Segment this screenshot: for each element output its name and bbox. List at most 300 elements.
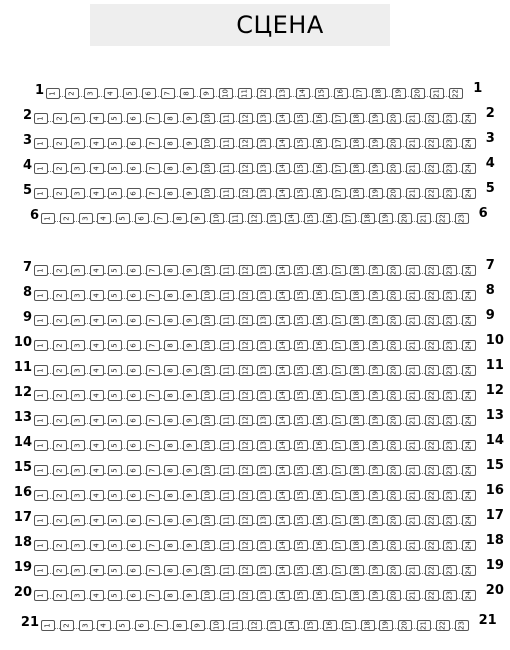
seat[interactable] bbox=[313, 565, 327, 576]
seat[interactable] bbox=[71, 515, 85, 526]
seat[interactable] bbox=[71, 465, 85, 476]
seat[interactable] bbox=[183, 390, 197, 401]
seat[interactable] bbox=[127, 365, 141, 376]
seat[interactable] bbox=[406, 113, 420, 124]
seat[interactable] bbox=[90, 113, 104, 124]
seat[interactable] bbox=[183, 540, 197, 551]
seat[interactable] bbox=[332, 415, 346, 426]
seat[interactable] bbox=[201, 415, 215, 426]
seat[interactable] bbox=[313, 163, 327, 174]
seat[interactable] bbox=[276, 163, 290, 174]
seat[interactable] bbox=[449, 88, 463, 99]
seat[interactable] bbox=[417, 620, 431, 631]
seat[interactable] bbox=[436, 620, 450, 631]
seat[interactable] bbox=[146, 390, 160, 401]
seat[interactable] bbox=[239, 188, 253, 199]
seat[interactable] bbox=[443, 565, 457, 576]
seat[interactable] bbox=[361, 213, 375, 224]
seat[interactable] bbox=[443, 440, 457, 451]
seat[interactable] bbox=[332, 340, 346, 351]
seat[interactable] bbox=[257, 540, 271, 551]
seat[interactable] bbox=[90, 138, 104, 149]
seat[interactable] bbox=[406, 540, 420, 551]
seat[interactable] bbox=[462, 440, 476, 451]
seat[interactable] bbox=[71, 440, 85, 451]
seat[interactable] bbox=[294, 315, 308, 326]
seat[interactable] bbox=[108, 440, 122, 451]
seat[interactable] bbox=[90, 440, 104, 451]
seat[interactable] bbox=[191, 620, 205, 631]
seat[interactable] bbox=[164, 515, 178, 526]
seat[interactable] bbox=[462, 415, 476, 426]
seat[interactable] bbox=[108, 465, 122, 476]
seat[interactable] bbox=[108, 365, 122, 376]
seat[interactable] bbox=[332, 490, 346, 501]
seat[interactable] bbox=[443, 113, 457, 124]
seat[interactable] bbox=[183, 365, 197, 376]
seat[interactable] bbox=[71, 315, 85, 326]
seat[interactable] bbox=[239, 465, 253, 476]
seat[interactable] bbox=[294, 390, 308, 401]
seat[interactable] bbox=[34, 440, 48, 451]
seat[interactable] bbox=[443, 540, 457, 551]
seat[interactable] bbox=[79, 620, 93, 631]
seat[interactable] bbox=[183, 138, 197, 149]
seat[interactable] bbox=[443, 265, 457, 276]
seat[interactable] bbox=[71, 565, 85, 576]
seat[interactable] bbox=[71, 415, 85, 426]
seat[interactable] bbox=[34, 340, 48, 351]
seat[interactable] bbox=[406, 315, 420, 326]
seat[interactable] bbox=[201, 440, 215, 451]
seat[interactable] bbox=[97, 620, 111, 631]
seat[interactable] bbox=[90, 163, 104, 174]
seat[interactable] bbox=[323, 620, 337, 631]
seat[interactable] bbox=[294, 340, 308, 351]
seat[interactable] bbox=[387, 565, 401, 576]
seat[interactable] bbox=[257, 315, 271, 326]
seat[interactable] bbox=[34, 113, 48, 124]
seat[interactable] bbox=[220, 565, 234, 576]
seat[interactable] bbox=[332, 365, 346, 376]
seat[interactable] bbox=[369, 490, 383, 501]
seat[interactable] bbox=[425, 138, 439, 149]
seat[interactable] bbox=[313, 113, 327, 124]
seat[interactable] bbox=[369, 590, 383, 601]
seat[interactable] bbox=[123, 88, 137, 99]
seat[interactable] bbox=[183, 590, 197, 601]
seat[interactable] bbox=[350, 138, 364, 149]
seat[interactable] bbox=[369, 440, 383, 451]
seat[interactable] bbox=[462, 490, 476, 501]
seat[interactable] bbox=[108, 415, 122, 426]
seat[interactable] bbox=[350, 565, 364, 576]
seat[interactable] bbox=[406, 265, 420, 276]
seat[interactable] bbox=[276, 415, 290, 426]
seat[interactable] bbox=[313, 390, 327, 401]
seat[interactable] bbox=[108, 163, 122, 174]
seat[interactable] bbox=[84, 88, 98, 99]
seat[interactable] bbox=[462, 390, 476, 401]
seat[interactable] bbox=[53, 490, 67, 501]
seat[interactable] bbox=[462, 138, 476, 149]
seat[interactable] bbox=[257, 163, 271, 174]
seat[interactable] bbox=[108, 515, 122, 526]
seat[interactable] bbox=[276, 590, 290, 601]
seat[interactable] bbox=[65, 88, 79, 99]
seat[interactable] bbox=[406, 440, 420, 451]
seat[interactable] bbox=[387, 188, 401, 199]
seat[interactable] bbox=[350, 290, 364, 301]
seat[interactable] bbox=[387, 390, 401, 401]
seat[interactable] bbox=[79, 213, 93, 224]
seat[interactable] bbox=[379, 620, 393, 631]
seat[interactable] bbox=[220, 290, 234, 301]
seat[interactable] bbox=[164, 590, 178, 601]
seat[interactable] bbox=[34, 415, 48, 426]
seat[interactable] bbox=[332, 515, 346, 526]
seat[interactable] bbox=[220, 490, 234, 501]
seat[interactable] bbox=[443, 465, 457, 476]
seat[interactable] bbox=[276, 540, 290, 551]
seat[interactable] bbox=[127, 265, 141, 276]
seat[interactable] bbox=[60, 620, 74, 631]
seat[interactable] bbox=[146, 415, 160, 426]
seat[interactable] bbox=[313, 315, 327, 326]
seat[interactable] bbox=[372, 88, 386, 99]
seat[interactable] bbox=[201, 365, 215, 376]
seat[interactable] bbox=[462, 465, 476, 476]
seat[interactable] bbox=[406, 415, 420, 426]
seat[interactable] bbox=[276, 315, 290, 326]
seat[interactable] bbox=[60, 213, 74, 224]
seat[interactable] bbox=[154, 620, 168, 631]
seat[interactable] bbox=[127, 188, 141, 199]
seat[interactable] bbox=[201, 163, 215, 174]
seat[interactable] bbox=[108, 490, 122, 501]
seat[interactable] bbox=[127, 490, 141, 501]
seat[interactable] bbox=[239, 440, 253, 451]
seat[interactable] bbox=[276, 113, 290, 124]
seat[interactable] bbox=[369, 290, 383, 301]
seat[interactable] bbox=[239, 515, 253, 526]
seat[interactable] bbox=[239, 138, 253, 149]
seat[interactable] bbox=[108, 113, 122, 124]
seat[interactable] bbox=[220, 515, 234, 526]
seat[interactable] bbox=[183, 188, 197, 199]
seat[interactable] bbox=[164, 315, 178, 326]
seat[interactable] bbox=[183, 315, 197, 326]
seat[interactable] bbox=[443, 138, 457, 149]
seat[interactable] bbox=[127, 315, 141, 326]
seat[interactable] bbox=[183, 290, 197, 301]
seat[interactable] bbox=[220, 113, 234, 124]
seat[interactable] bbox=[387, 163, 401, 174]
seat[interactable] bbox=[161, 88, 175, 99]
seat[interactable] bbox=[71, 365, 85, 376]
seat[interactable] bbox=[276, 565, 290, 576]
seat[interactable] bbox=[201, 188, 215, 199]
seat[interactable] bbox=[425, 415, 439, 426]
seat[interactable] bbox=[164, 163, 178, 174]
seat[interactable] bbox=[462, 265, 476, 276]
seat[interactable] bbox=[90, 265, 104, 276]
seat[interactable] bbox=[183, 340, 197, 351]
seat[interactable] bbox=[425, 340, 439, 351]
seat[interactable] bbox=[257, 565, 271, 576]
seat[interactable] bbox=[146, 340, 160, 351]
seat[interactable] bbox=[108, 188, 122, 199]
seat[interactable] bbox=[257, 365, 271, 376]
seat[interactable] bbox=[387, 440, 401, 451]
seat[interactable] bbox=[294, 565, 308, 576]
seat[interactable] bbox=[146, 540, 160, 551]
seat[interactable] bbox=[53, 365, 67, 376]
seat[interactable] bbox=[443, 490, 457, 501]
seat[interactable] bbox=[183, 490, 197, 501]
seat[interactable] bbox=[425, 113, 439, 124]
seat[interactable] bbox=[34, 163, 48, 174]
seat[interactable] bbox=[90, 365, 104, 376]
seat[interactable] bbox=[191, 213, 205, 224]
seat[interactable] bbox=[146, 290, 160, 301]
seat[interactable] bbox=[276, 490, 290, 501]
seat[interactable] bbox=[406, 490, 420, 501]
seat[interactable] bbox=[41, 620, 55, 631]
seat[interactable] bbox=[238, 88, 252, 99]
seat[interactable] bbox=[146, 465, 160, 476]
seat[interactable] bbox=[387, 515, 401, 526]
seat[interactable] bbox=[276, 440, 290, 451]
seat[interactable] bbox=[443, 515, 457, 526]
seat[interactable] bbox=[267, 620, 281, 631]
seat[interactable] bbox=[164, 290, 178, 301]
seat[interactable] bbox=[332, 163, 346, 174]
seat[interactable] bbox=[332, 290, 346, 301]
seat[interactable] bbox=[387, 113, 401, 124]
seat[interactable] bbox=[146, 315, 160, 326]
seat[interactable] bbox=[108, 315, 122, 326]
seat[interactable] bbox=[90, 565, 104, 576]
seat[interactable] bbox=[332, 113, 346, 124]
seat[interactable] bbox=[350, 415, 364, 426]
seat[interactable] bbox=[350, 188, 364, 199]
seat[interactable] bbox=[34, 390, 48, 401]
seat[interactable] bbox=[127, 113, 141, 124]
seat[interactable] bbox=[462, 540, 476, 551]
seat[interactable] bbox=[34, 565, 48, 576]
seat[interactable] bbox=[127, 590, 141, 601]
seat[interactable] bbox=[425, 265, 439, 276]
seat[interactable] bbox=[164, 490, 178, 501]
seat[interactable] bbox=[257, 138, 271, 149]
seat[interactable] bbox=[276, 515, 290, 526]
seat[interactable] bbox=[239, 265, 253, 276]
seat[interactable] bbox=[34, 490, 48, 501]
seat[interactable] bbox=[406, 365, 420, 376]
seat[interactable] bbox=[350, 315, 364, 326]
seat[interactable] bbox=[183, 163, 197, 174]
seat[interactable] bbox=[369, 540, 383, 551]
seat[interactable] bbox=[332, 138, 346, 149]
seat[interactable] bbox=[108, 290, 122, 301]
seat[interactable] bbox=[239, 340, 253, 351]
seat[interactable] bbox=[313, 188, 327, 199]
seat[interactable] bbox=[406, 390, 420, 401]
seat[interactable] bbox=[353, 88, 367, 99]
seat[interactable] bbox=[294, 188, 308, 199]
seat[interactable] bbox=[146, 188, 160, 199]
seat[interactable] bbox=[342, 620, 356, 631]
seat[interactable] bbox=[332, 390, 346, 401]
seat[interactable] bbox=[443, 390, 457, 401]
seat[interactable] bbox=[294, 540, 308, 551]
seat[interactable] bbox=[71, 590, 85, 601]
seat[interactable] bbox=[71, 540, 85, 551]
seat[interactable] bbox=[239, 290, 253, 301]
seat[interactable] bbox=[417, 213, 431, 224]
seat[interactable] bbox=[146, 365, 160, 376]
seat[interactable] bbox=[350, 113, 364, 124]
seat[interactable] bbox=[313, 440, 327, 451]
seat[interactable] bbox=[127, 565, 141, 576]
seat[interactable] bbox=[142, 88, 156, 99]
seat[interactable] bbox=[53, 188, 67, 199]
seat[interactable] bbox=[257, 188, 271, 199]
seat[interactable] bbox=[183, 440, 197, 451]
seat[interactable] bbox=[443, 163, 457, 174]
seat[interactable] bbox=[334, 88, 348, 99]
seat[interactable] bbox=[164, 113, 178, 124]
seat[interactable] bbox=[34, 540, 48, 551]
seat[interactable] bbox=[90, 315, 104, 326]
seat[interactable] bbox=[164, 365, 178, 376]
seat[interactable] bbox=[406, 515, 420, 526]
seat[interactable] bbox=[313, 290, 327, 301]
seat[interactable] bbox=[53, 163, 67, 174]
seat[interactable] bbox=[313, 415, 327, 426]
seat[interactable] bbox=[257, 590, 271, 601]
seat[interactable] bbox=[183, 265, 197, 276]
seat[interactable] bbox=[425, 390, 439, 401]
seat[interactable] bbox=[462, 590, 476, 601]
seat[interactable] bbox=[276, 465, 290, 476]
seat[interactable] bbox=[239, 415, 253, 426]
seat[interactable] bbox=[313, 490, 327, 501]
seat[interactable] bbox=[350, 390, 364, 401]
seat[interactable] bbox=[220, 415, 234, 426]
seat[interactable] bbox=[220, 138, 234, 149]
seat[interactable] bbox=[425, 590, 439, 601]
seat[interactable] bbox=[276, 138, 290, 149]
seat[interactable] bbox=[220, 188, 234, 199]
seat[interactable] bbox=[257, 290, 271, 301]
seat[interactable] bbox=[332, 315, 346, 326]
seat[interactable] bbox=[164, 138, 178, 149]
seat[interactable] bbox=[210, 620, 224, 631]
seat[interactable] bbox=[443, 590, 457, 601]
seat[interactable] bbox=[127, 340, 141, 351]
seat[interactable] bbox=[436, 213, 450, 224]
seat[interactable] bbox=[201, 465, 215, 476]
seat[interactable] bbox=[369, 340, 383, 351]
seat[interactable] bbox=[350, 163, 364, 174]
seat[interactable] bbox=[257, 440, 271, 451]
seat[interactable] bbox=[116, 213, 130, 224]
seat[interactable] bbox=[425, 440, 439, 451]
seat[interactable] bbox=[387, 290, 401, 301]
seat[interactable] bbox=[462, 163, 476, 174]
seat[interactable] bbox=[71, 265, 85, 276]
seat[interactable] bbox=[257, 340, 271, 351]
seat[interactable] bbox=[146, 265, 160, 276]
seat[interactable] bbox=[201, 265, 215, 276]
seat[interactable] bbox=[164, 340, 178, 351]
seat[interactable] bbox=[294, 440, 308, 451]
seat[interactable] bbox=[127, 540, 141, 551]
seat[interactable] bbox=[53, 113, 67, 124]
seat[interactable] bbox=[239, 565, 253, 576]
seat[interactable] bbox=[332, 188, 346, 199]
seat[interactable] bbox=[398, 213, 412, 224]
seat[interactable] bbox=[90, 340, 104, 351]
seat[interactable] bbox=[387, 340, 401, 351]
seat[interactable] bbox=[392, 88, 406, 99]
seat[interactable] bbox=[53, 515, 67, 526]
seat[interactable] bbox=[406, 290, 420, 301]
seat[interactable] bbox=[183, 113, 197, 124]
seat[interactable] bbox=[332, 565, 346, 576]
seat[interactable] bbox=[146, 138, 160, 149]
seat[interactable] bbox=[201, 590, 215, 601]
seat[interactable] bbox=[276, 390, 290, 401]
seat[interactable] bbox=[276, 365, 290, 376]
seat[interactable] bbox=[425, 490, 439, 501]
seat[interactable] bbox=[313, 590, 327, 601]
seat[interactable] bbox=[332, 540, 346, 551]
seat[interactable] bbox=[53, 138, 67, 149]
seat[interactable] bbox=[443, 315, 457, 326]
seat[interactable] bbox=[276, 290, 290, 301]
seat[interactable] bbox=[462, 515, 476, 526]
seat[interactable] bbox=[220, 540, 234, 551]
seat[interactable] bbox=[220, 465, 234, 476]
seat[interactable] bbox=[387, 490, 401, 501]
seat[interactable] bbox=[239, 113, 253, 124]
seat[interactable] bbox=[71, 390, 85, 401]
seat[interactable] bbox=[146, 590, 160, 601]
seat[interactable] bbox=[276, 265, 290, 276]
seat[interactable] bbox=[239, 490, 253, 501]
seat[interactable] bbox=[313, 465, 327, 476]
seat[interactable] bbox=[183, 515, 197, 526]
seat[interactable] bbox=[350, 365, 364, 376]
seat[interactable] bbox=[294, 163, 308, 174]
seat[interactable] bbox=[443, 365, 457, 376]
seat[interactable] bbox=[406, 590, 420, 601]
seat[interactable] bbox=[53, 315, 67, 326]
seat[interactable] bbox=[71, 340, 85, 351]
seat[interactable] bbox=[220, 163, 234, 174]
seat[interactable] bbox=[462, 188, 476, 199]
seat[interactable] bbox=[248, 213, 262, 224]
seat[interactable] bbox=[71, 138, 85, 149]
seat[interactable] bbox=[369, 138, 383, 149]
seat[interactable] bbox=[379, 213, 393, 224]
seat[interactable] bbox=[127, 290, 141, 301]
seat[interactable] bbox=[34, 315, 48, 326]
seat[interactable] bbox=[34, 365, 48, 376]
